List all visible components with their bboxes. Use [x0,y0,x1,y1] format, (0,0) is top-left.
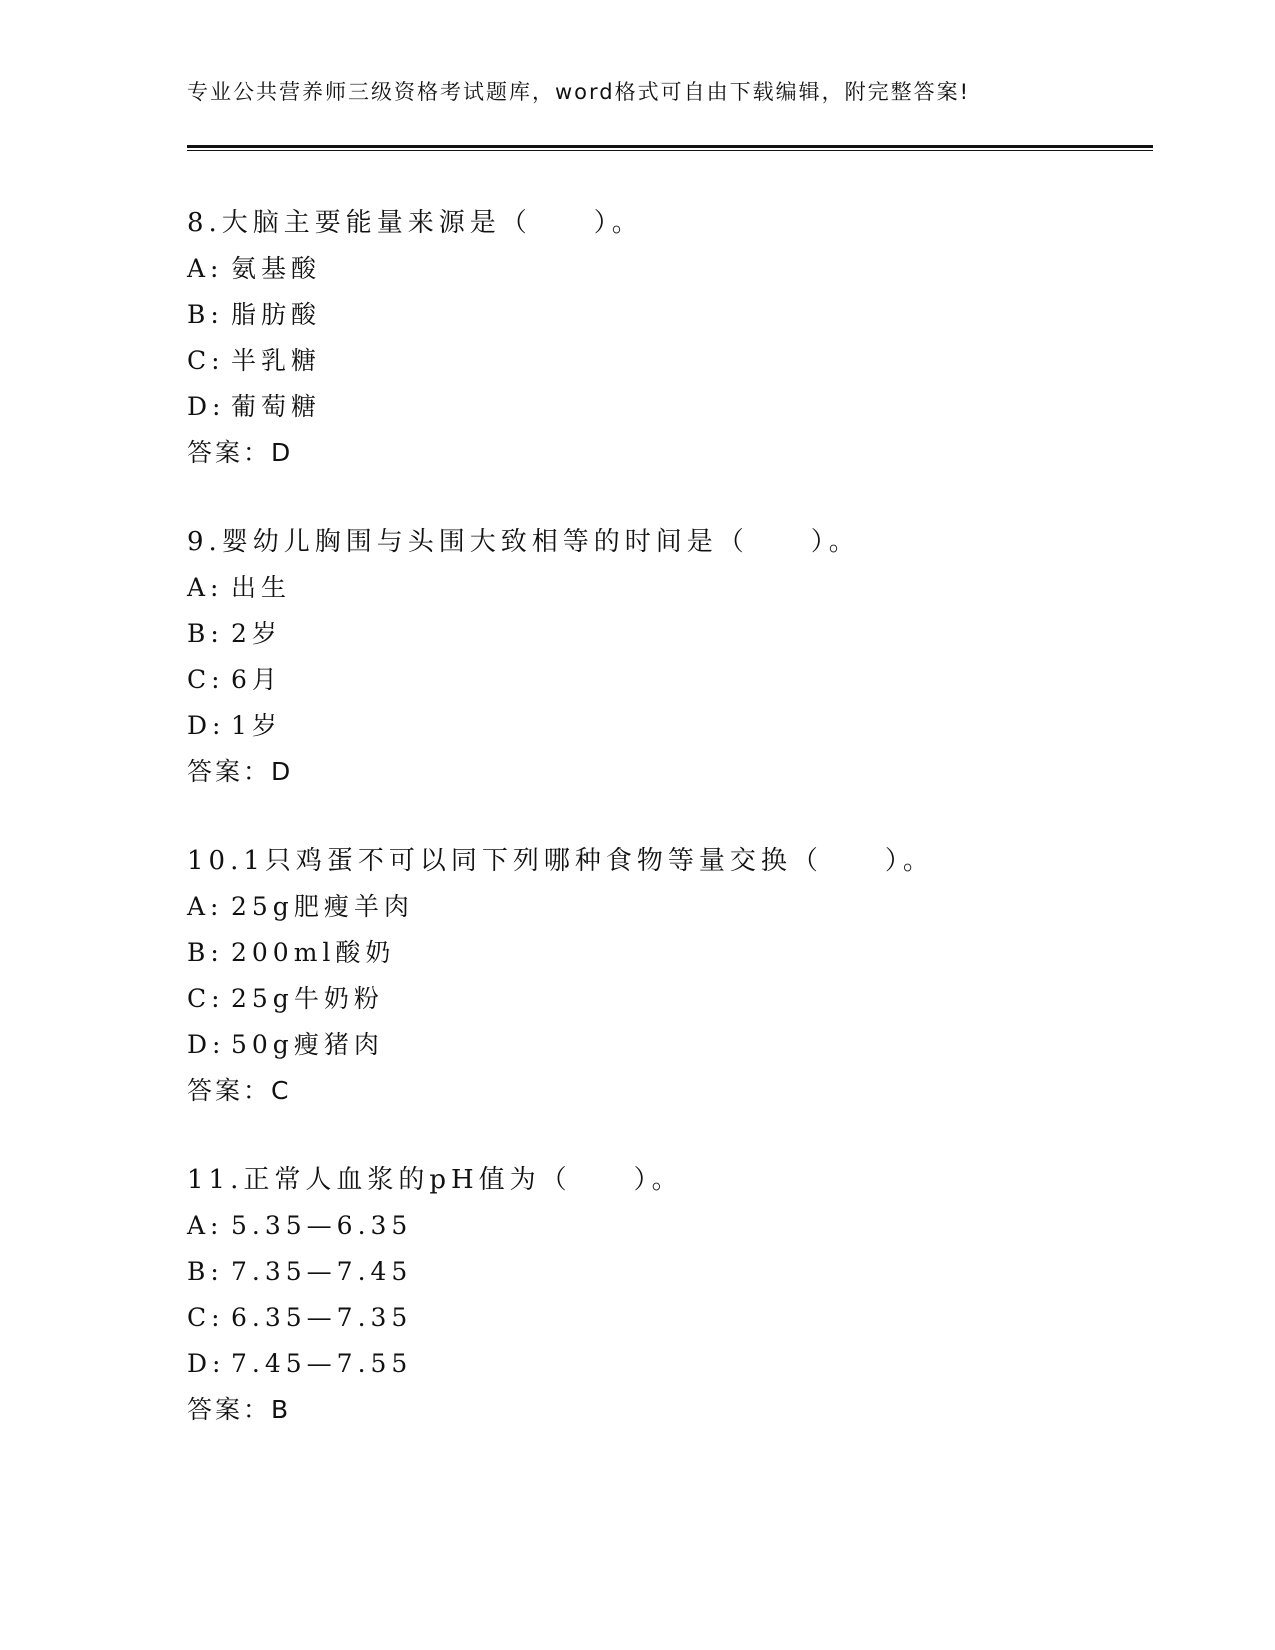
option-text: 脂肪酸 [231,300,322,329]
option-d [187,1028,1147,1074]
option-text: 半乳糖 [231,346,322,375]
option-label: B: [187,300,224,329]
option-label: A: [187,892,224,921]
option-label: A: [187,1211,224,1240]
option-text: 2岁 [231,619,282,648]
option-text: 出生 [231,573,292,602]
option-label: C: [187,1303,225,1332]
header-divider [187,145,1153,148]
option-label: B: [187,619,224,648]
option-label: A: [187,573,224,602]
answer-text: 答案：D [187,438,294,467]
option-label: A: [187,254,224,283]
answer-text: 答案：B [187,1395,292,1424]
option-text: 5.35—6.35 [231,1211,413,1240]
option-text: 葡萄糖 [231,392,322,421]
option-label: C: [187,346,225,375]
option-text: 氨基酸 [231,254,322,283]
document-header: 专业公共营养师三级资格考试题库，word格式可自由下载编辑，附完整答案! [187,80,971,104]
option-text: 7.45—7.55 [231,1349,413,1378]
option-c [187,344,1147,390]
option-a [187,252,1147,298]
option-b [187,936,1147,982]
option-label: D: [187,711,226,740]
option-d [187,709,1147,755]
option-a [187,1209,1147,1255]
answer-text: 答案：D [187,757,294,786]
header-divider-thin [187,150,1153,151]
option-label: B: [187,938,224,967]
question-block [187,1163,1147,1439]
question-stem: 10.1只鸡蛋不可以同下列哪种食物等量交换（ ）。 [187,846,934,876]
option-label: D: [187,392,226,421]
option-label: B: [187,1257,224,1286]
option-text: 25g肥瘦羊肉 [231,892,414,921]
question-stem: 11.正常人血浆的pH值为（ ）。 [187,1165,683,1195]
question-stem: 9.婴幼儿胸围与头围大致相等的时间是（ ）。 [187,527,860,557]
option-text: 50g瘦猪肉 [231,1030,384,1059]
option-label: D: [187,1349,226,1378]
option-label: C: [187,665,225,694]
option-c [187,982,1147,1028]
question-block [187,206,1147,482]
option-label: C: [187,984,225,1013]
question-stem: 8.大脑主要能量来源是（ ）。 [187,208,643,238]
option-d [187,1347,1147,1393]
question-block [187,525,1147,801]
option-b [187,1255,1147,1301]
answer-text: 答案：C [187,1076,292,1105]
option-c [187,663,1147,709]
option-text: 6.35—7.35 [231,1303,413,1332]
option-a [187,571,1147,617]
option-text: 7.35—7.45 [231,1257,413,1286]
option-text: 1岁 [231,711,282,740]
option-text: 6月 [231,665,282,694]
option-label: D: [187,1030,226,1059]
option-b [187,617,1147,663]
option-a [187,890,1147,936]
option-d [187,390,1147,436]
option-b [187,298,1147,344]
question-block [187,844,1147,1120]
option-c [187,1301,1147,1347]
option-text: 25g牛奶粉 [231,984,384,1013]
option-text: 200ml酸奶 [231,938,396,967]
